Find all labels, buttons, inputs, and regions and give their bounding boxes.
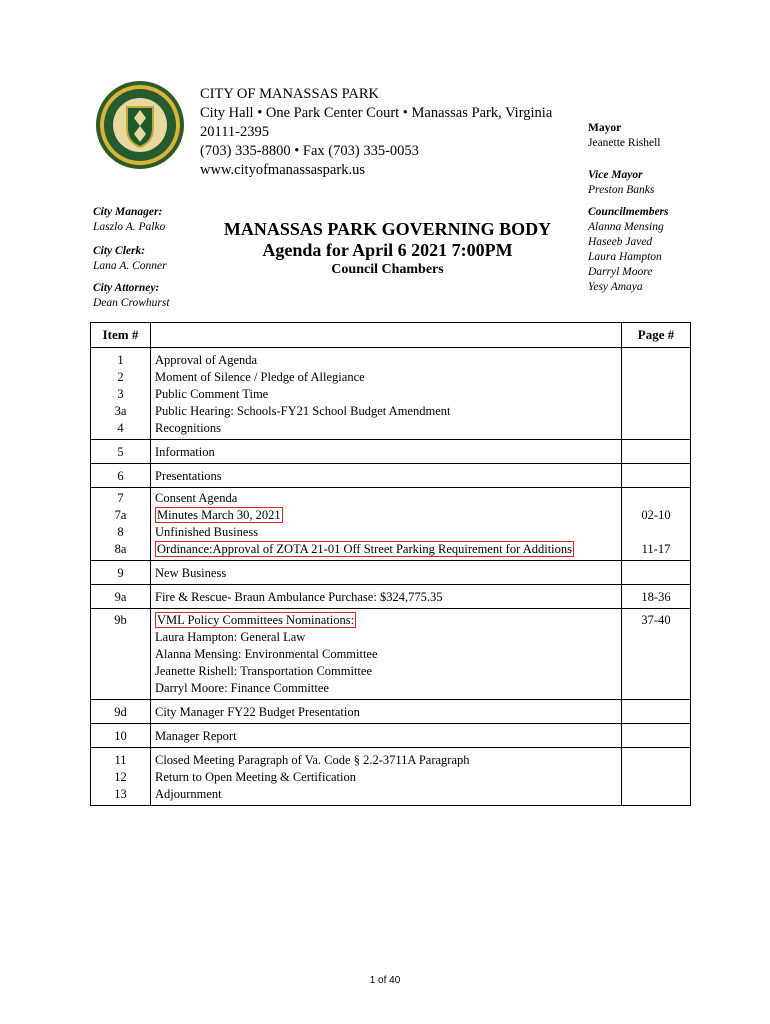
item-number: 9a (114, 590, 127, 604)
item-description-cell (151, 561, 622, 585)
table-row (91, 348, 691, 440)
agenda-date-title: Agenda for April 6 2021 7:00PM (262, 240, 513, 260)
item-description-line: Public Hearing: Schools-FY21 School Budget Amendment (155, 404, 451, 418)
table-row (91, 561, 691, 585)
table-row (91, 700, 691, 724)
item-description-line: Information (155, 445, 215, 459)
item-description-cell (151, 488, 622, 561)
location-subtitle: Council Chambers (331, 262, 444, 277)
item-description-cell (151, 440, 622, 464)
item-number-cell (91, 440, 151, 464)
councilmember-name: Yesy Amaya (588, 281, 643, 293)
page-range (622, 524, 690, 541)
city-attorney-block (93, 281, 170, 311)
table-row (91, 585, 691, 609)
phone-fax-line: (703) 335-8800 • Fax (703) 335-0053 (200, 143, 419, 159)
item-number-cell (91, 348, 151, 440)
table-header-row (91, 323, 691, 348)
item-description-line: Alanna Mensing: Environmental Committee (155, 647, 378, 661)
item-description-line: City Manager FY22 Budget Presentation (155, 705, 360, 719)
item-number: 1 (117, 353, 124, 367)
page-range: 18-36 (641, 590, 671, 604)
mayor-name: Jeanette Rishell (588, 137, 661, 149)
vice-mayor-block (588, 168, 654, 198)
header-description (151, 323, 622, 348)
page-range-cell (622, 464, 691, 488)
item-description-line (155, 541, 621, 558)
item-description-line: Unfinished Business (155, 525, 259, 539)
page-range (622, 352, 690, 369)
item-description-line: Manager Report (155, 729, 237, 743)
page-range-cell (622, 609, 691, 700)
page-range-cell (622, 585, 691, 609)
item-number-cell (91, 724, 151, 748)
vice-mayor-name: Preston Banks (588, 184, 655, 196)
page-range (622, 704, 690, 721)
item-description-cell (151, 585, 622, 609)
page-range-cell (622, 561, 691, 585)
item-number-cell (91, 561, 151, 585)
city-seal-logo (95, 80, 185, 170)
councilmember-name: Laura Hampton (588, 251, 662, 263)
city-clerk-label: City Clerk: (93, 245, 146, 257)
item-description-line: Public Comment Time (155, 387, 269, 401)
header-item-number: Item # (91, 323, 151, 348)
item-number-cell (91, 700, 151, 724)
item-description-line: Consent Agenda (155, 491, 238, 505)
councilmember-name: Alanna Mensing (588, 221, 664, 233)
item-description-line: Moment of Silence / Pledge of Allegiance (155, 370, 365, 384)
website-text: www.cityofmanassaspark.us (200, 162, 365, 178)
page-range-cell (622, 724, 691, 748)
city-clerk-block (93, 244, 167, 274)
item-number: 12 (114, 770, 127, 784)
councilmember-name: Darryl Moore (588, 266, 653, 278)
item-number: 4 (117, 421, 124, 435)
highlighted-item-link[interactable]: VML Policy Committees Nominations: (157, 613, 355, 627)
item-number: 2 (117, 370, 124, 384)
agenda-table (90, 322, 691, 806)
item-description-line: Adjournment (155, 787, 222, 801)
address-line-2: 20111-2395 (200, 124, 270, 140)
page-range-cell (622, 440, 691, 464)
table-row (91, 488, 691, 561)
councilmembers-block (588, 205, 669, 295)
item-description-line: Jeanette Rishell: Transportation Committee (155, 664, 372, 678)
page-range-cell (622, 748, 691, 806)
item-number: 5 (117, 445, 124, 459)
city-manager-label: City Manager: (93, 206, 163, 218)
city-name: CITY OF MANASSAS PARK (200, 86, 380, 102)
page-range (622, 444, 690, 461)
page-range (622, 565, 690, 582)
table-row (91, 440, 691, 464)
item-number: 7 (117, 491, 124, 505)
table-row (91, 609, 691, 700)
councilmember-name: Haseeb Javed (588, 236, 653, 248)
item-description-cell (151, 609, 622, 700)
vice-mayor-label: Vice Mayor (588, 169, 643, 181)
item-number: 10 (114, 729, 127, 743)
table-row (91, 464, 691, 488)
item-number-cell (91, 585, 151, 609)
mayor-block (588, 121, 661, 151)
item-description-cell (151, 748, 622, 806)
item-description-line: Laura Hampton: General Law (155, 630, 306, 644)
item-number: 8a (114, 542, 127, 556)
page-range (622, 728, 690, 745)
item-description-line: Return to Open Meeting & Certification (155, 770, 356, 784)
page-range-cell (622, 348, 691, 440)
item-number: 6 (117, 469, 124, 483)
page-range-cell (622, 488, 691, 561)
highlighted-item-link[interactable]: Ordinance:Approval of ZOTA 21-01 Off Street Parking Requirement for Additions (157, 542, 573, 556)
item-description-line: Approval of Agenda (155, 353, 258, 367)
item-description-line: Recognitions (155, 421, 221, 435)
item-description-cell (151, 700, 622, 724)
item-description-line (155, 507, 621, 524)
item-number: 3 (117, 387, 124, 401)
city-manager-block (93, 205, 165, 235)
table-row (91, 748, 691, 806)
page-range (622, 752, 690, 769)
item-description-line: Fire & Rescue- Braun Ambulance Purchase: $324,775.35 (155, 590, 443, 604)
item-number: 3a (114, 404, 127, 418)
councilmembers-label: Councilmembers (588, 206, 669, 218)
item-description-cell (151, 348, 622, 440)
mayor-label: Mayor (588, 122, 622, 134)
page-range: 11-17 (641, 542, 671, 556)
item-description-line: Presentations (155, 469, 222, 483)
item-number: 9b (114, 613, 127, 627)
city-clerk-name: Lana A. Conner (93, 260, 167, 272)
item-number: 9 (117, 566, 124, 580)
item-number: 11 (114, 753, 127, 767)
page-range: 02-10 (641, 508, 671, 522)
item-number-cell (91, 488, 151, 561)
item-number-cell (91, 748, 151, 806)
page-range (622, 468, 690, 485)
item-number: 7a (114, 508, 127, 522)
page-indicator: 1 of 40 (369, 975, 401, 986)
item-description-cell (151, 724, 622, 748)
item-number-cell (91, 609, 151, 700)
item-description-line: Darryl Moore: Finance Committee (155, 681, 329, 695)
page-range-cell (622, 700, 691, 724)
table-row (91, 724, 691, 748)
item-description-line (155, 612, 621, 629)
item-description-cell (151, 464, 622, 488)
item-number-cell (91, 464, 151, 488)
item-number: 9d (114, 705, 127, 719)
page-range (622, 490, 690, 507)
item-description-line: Closed Meeting Paragraph of Va. Code § 2.2-3711A Paragraph (155, 753, 470, 767)
city-manager-name: Laszlo A. Palko (93, 221, 166, 233)
city-attorney-label: City Attorney: (93, 282, 160, 294)
page-range: 37-40 (641, 613, 671, 627)
address-line-1: City Hall • One Park Center Court • Manassas Park, Virginia (200, 105, 553, 121)
governing-body-title: MANASSAS PARK GOVERNING BODY (223, 219, 552, 239)
item-number: 13 (114, 787, 127, 801)
item-number: 8 (117, 525, 124, 539)
city-header (200, 85, 552, 180)
item-description-line: New Business (155, 566, 227, 580)
city-attorney-name: Dean Crowhurst (93, 297, 170, 309)
highlighted-item-link[interactable]: Minutes March 30, 2021 (157, 508, 281, 522)
header-page-number: Page # (622, 323, 691, 348)
